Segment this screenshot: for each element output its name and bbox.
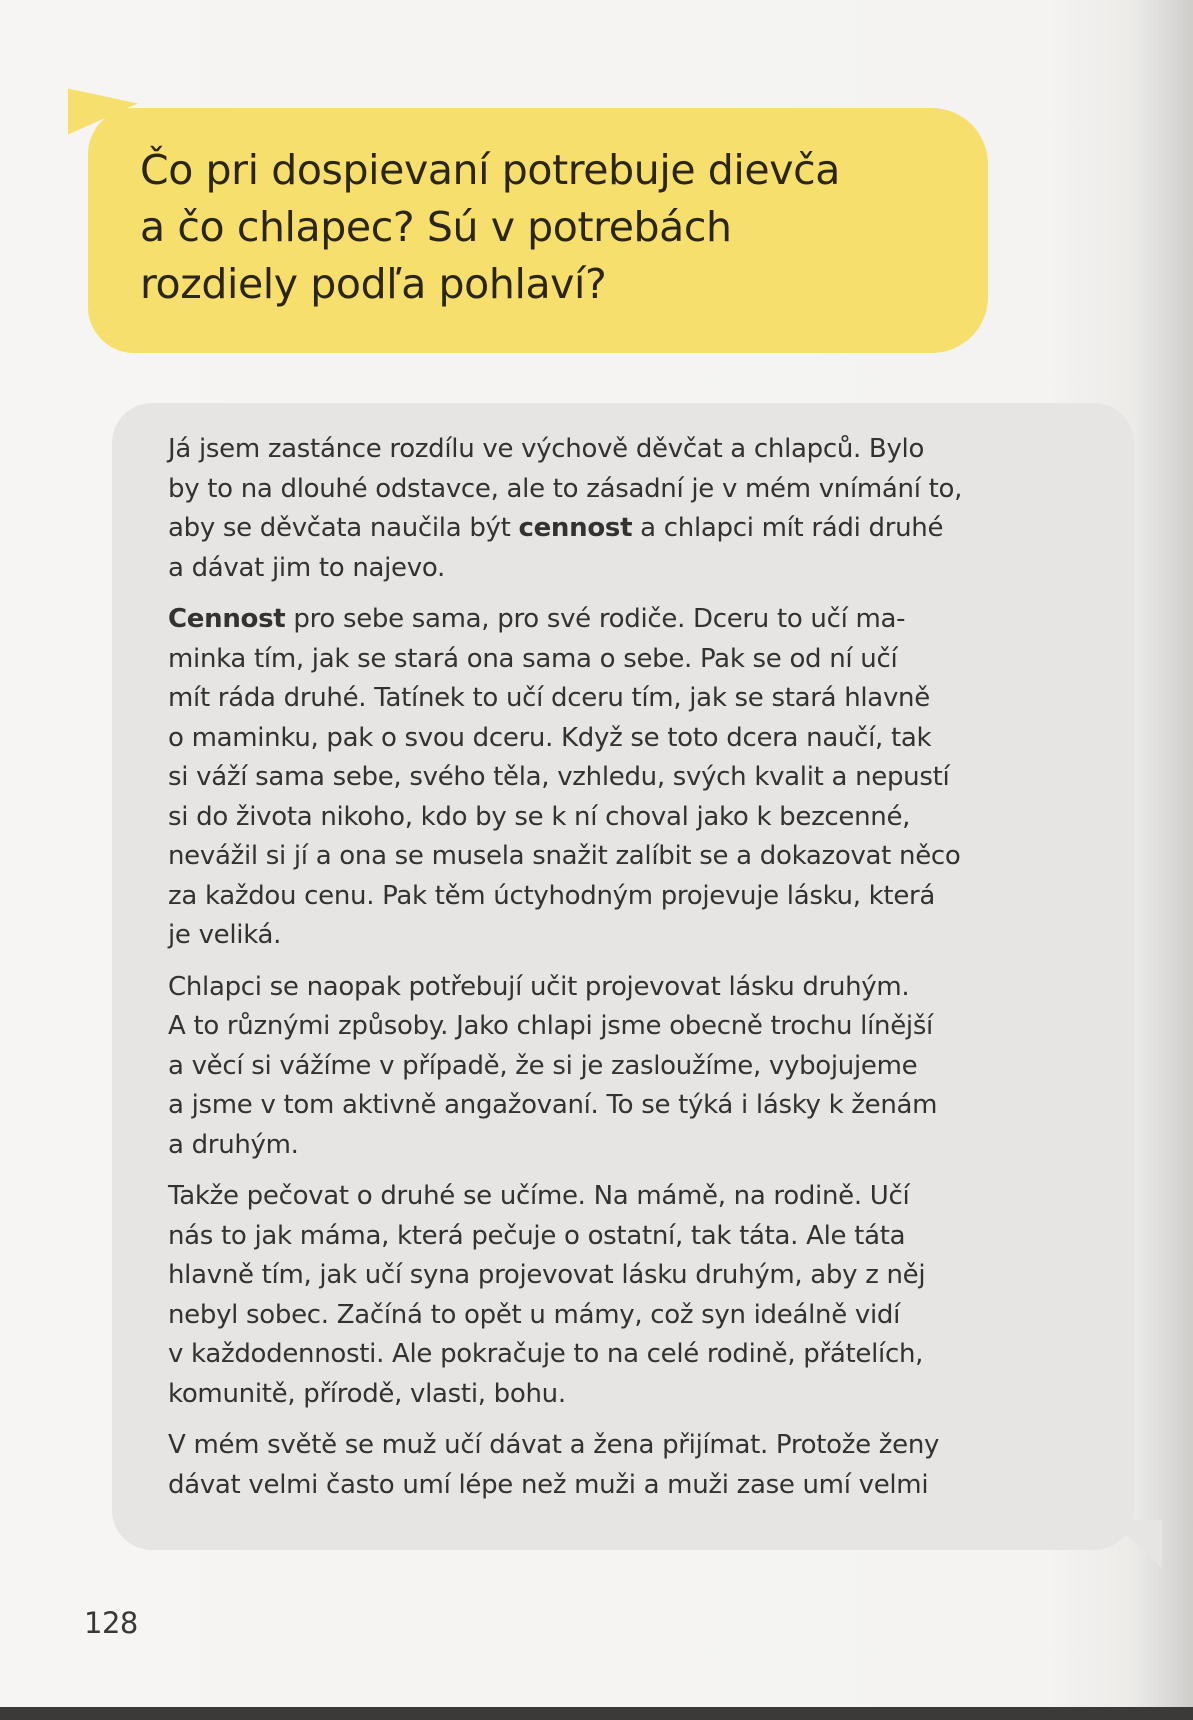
answer-paragraph [168, 1426, 1088, 1505]
answer-text [168, 430, 1088, 1517]
text-line: Chlapci se naopak potřebují učit projevovat lásku druhým. [168, 971, 910, 1002]
bold-term: Cennost [168, 604, 286, 634]
answer-paragraph [168, 968, 1088, 1166]
text-segment: a chlapci mít rádi druhé [632, 513, 944, 543]
question-heading [140, 142, 960, 313]
answer-paragraph [168, 1177, 1088, 1414]
text-line: o maminku, pak o svou dceru. Když se toto dcera naučí, tak [168, 722, 932, 753]
text-line [168, 509, 1088, 549]
text-line: a jsme v tom aktivně angažovaní. To se týká i lásky k ženám [168, 1090, 938, 1120]
text-segment: aby se děvčata naučila být [168, 513, 519, 543]
text-line: si váží sama sebe, svého těla, vzhledu, svých kvalit a nepustí [168, 762, 950, 792]
answer-paragraph [168, 430, 1088, 588]
text-line: si do života nikoho, kdo by se k ní choval jako k bezcenné, [168, 801, 911, 832]
text-segment: pro sebe sama, pro své rodiče. Dceru to učí ma- [285, 604, 906, 634]
text-line: a druhým. [168, 1129, 299, 1160]
text-line: nás to jak máma, která pečuje o ostatní, tak táta. Ale táta [168, 1220, 906, 1251]
text-line: za každou cenu. Pak těm úctyhodným projevuje lásku, která [168, 880, 936, 911]
page-number: 128 [84, 1606, 138, 1640]
answer-paragraph [168, 600, 1088, 956]
text-line: a dávat jim to najevo. [168, 552, 445, 583]
answer-bubble-tail [1110, 1520, 1162, 1568]
text-line: Takže pečovat o druhé se učíme. Na mámě, na rodině. Učí [168, 1181, 910, 1211]
text-line: A to různými způsoby. Jako chlapi jsme obecně trochu línější [168, 1011, 933, 1041]
question-line: rozdiely podľa pohlaví? [140, 260, 607, 308]
text-line [168, 600, 1088, 640]
question-line: Čo pri dospievaní potrebuje dievča [140, 146, 840, 194]
text-line: V mém světě se muž učí dávat a žena přijímat. Protože ženy [168, 1430, 940, 1460]
page-bottom-edge [0, 1707, 1193, 1720]
text-line: minka tím, jak se stará ona sama o sebe. Pak se od ní učí [168, 643, 898, 674]
text-line: nevážil si jí a ona se musela snažit zalíbit se a dokazovat něco [168, 841, 961, 871]
text-line: by to na dlouhé odstavce, ale to zásadní je v mém vnímání to, [168, 473, 963, 504]
text-line: komunitě, přírodě, vlasti, bohu. [168, 1378, 566, 1409]
text-line: nebyl sobec. Začíná to opět u mámy, což syn ideálně vidí [168, 1299, 900, 1330]
text-line: v každodennosti. Ale pokračuje to na celé rodině, přátelích, [168, 1339, 924, 1369]
text-line: hlavně tím, jak učí syna projevovat lásku druhým, aby z něj [168, 1260, 926, 1290]
text-line: je veliká. [168, 920, 282, 950]
text-line: mít ráda druhé. Tatínek to učí dceru tím, jak se stará hlavně [168, 683, 930, 713]
question-line: a čo chlapec? Sú v potrebách [140, 203, 732, 251]
text-line: Já jsem zastánce rozdílu ve výchově děvčat a chlapců. Bylo [168, 434, 925, 464]
text-line: dávat velmi často umí lépe než muži a muži zase umí velmi [168, 1469, 929, 1500]
text-line: a věcí si vážíme v případě, že si je zasloužíme, vybojujeme [168, 1050, 918, 1081]
bold-term: cennost [518, 513, 633, 543]
